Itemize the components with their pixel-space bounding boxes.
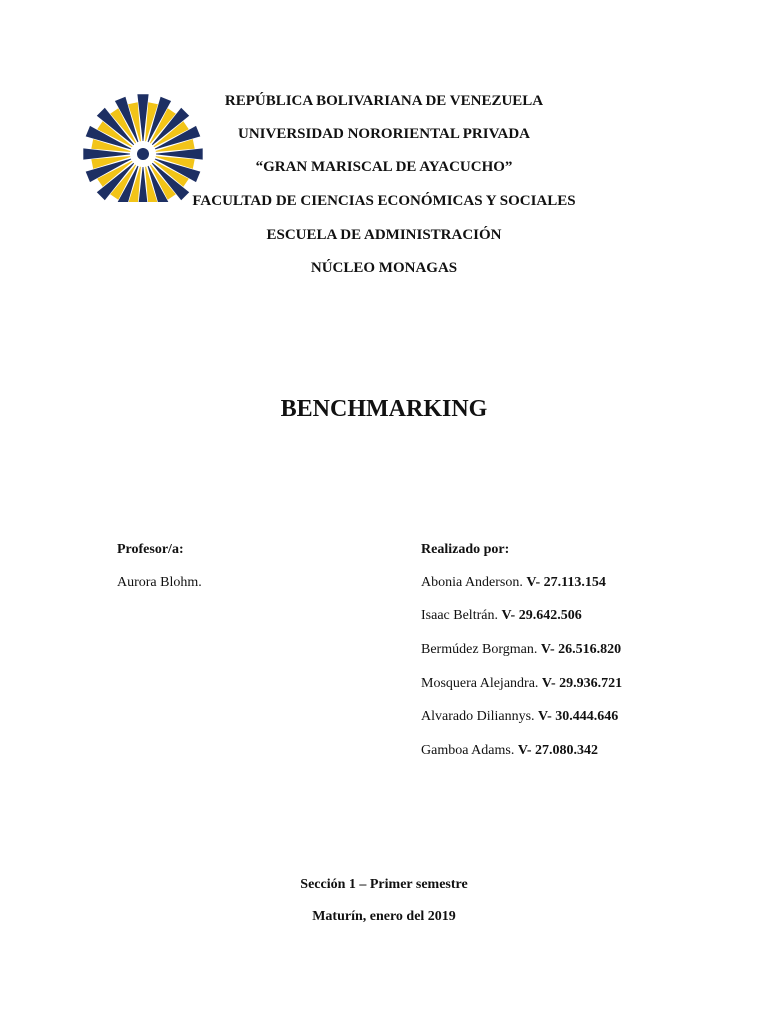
professor-name: Aurora Blohm.: [117, 575, 202, 590]
author-id: V- 27.113.154: [526, 575, 606, 590]
author-name: Isaac Beltrán.: [421, 608, 498, 623]
author-name: Mosquera Alejandra.: [421, 676, 539, 691]
header-faculty: FACULTAD DE CIENCIAS ECONÓMICAS Y SOCIALES: [192, 193, 576, 209]
professor-label: Profesor/a:: [117, 542, 184, 557]
author-id: V- 30.444.646: [538, 709, 619, 724]
author-name: Bermúdez Borgman.: [421, 642, 538, 657]
author-id: V- 27.080.342: [517, 743, 599, 758]
authors-label: Realizado por:: [421, 542, 510, 557]
header-university: UNIVERSIDAD NORORIENTAL PRIVADA: [238, 126, 530, 142]
header-university-name: “GRAN MARISCAL DE AYACUCHO”: [255, 159, 513, 175]
place-date: Maturín, enero del 2019: [312, 909, 456, 924]
section-semester: Sección 1 – Primer semestre: [300, 877, 468, 892]
author-entry: [421, 742, 598, 759]
document-title: BENCHMARKING: [280, 396, 488, 422]
author-entry: [421, 675, 622, 692]
author-entry: [421, 607, 582, 624]
author-entry: [421, 641, 621, 658]
header-country: REPÚBLICA BOLIVARIANA DE VENEZUELA: [224, 93, 544, 109]
author-name: Gamboa Adams.: [421, 743, 515, 758]
header-campus: NÚCLEO MONAGAS: [310, 260, 458, 276]
author-id: V- 29.642.506: [501, 608, 582, 623]
author-id: V- 26.516.820: [540, 642, 622, 657]
header-school: ESCUELA DE ADMINISTRACIÓN: [266, 227, 502, 243]
author-name: Alvarado Diliannys.: [421, 709, 535, 724]
author-entry: [421, 574, 606, 591]
author-name: Abonia Anderson.: [421, 575, 523, 590]
author-entry: [421, 708, 618, 725]
author-id: V- 29.936.721: [541, 676, 623, 691]
